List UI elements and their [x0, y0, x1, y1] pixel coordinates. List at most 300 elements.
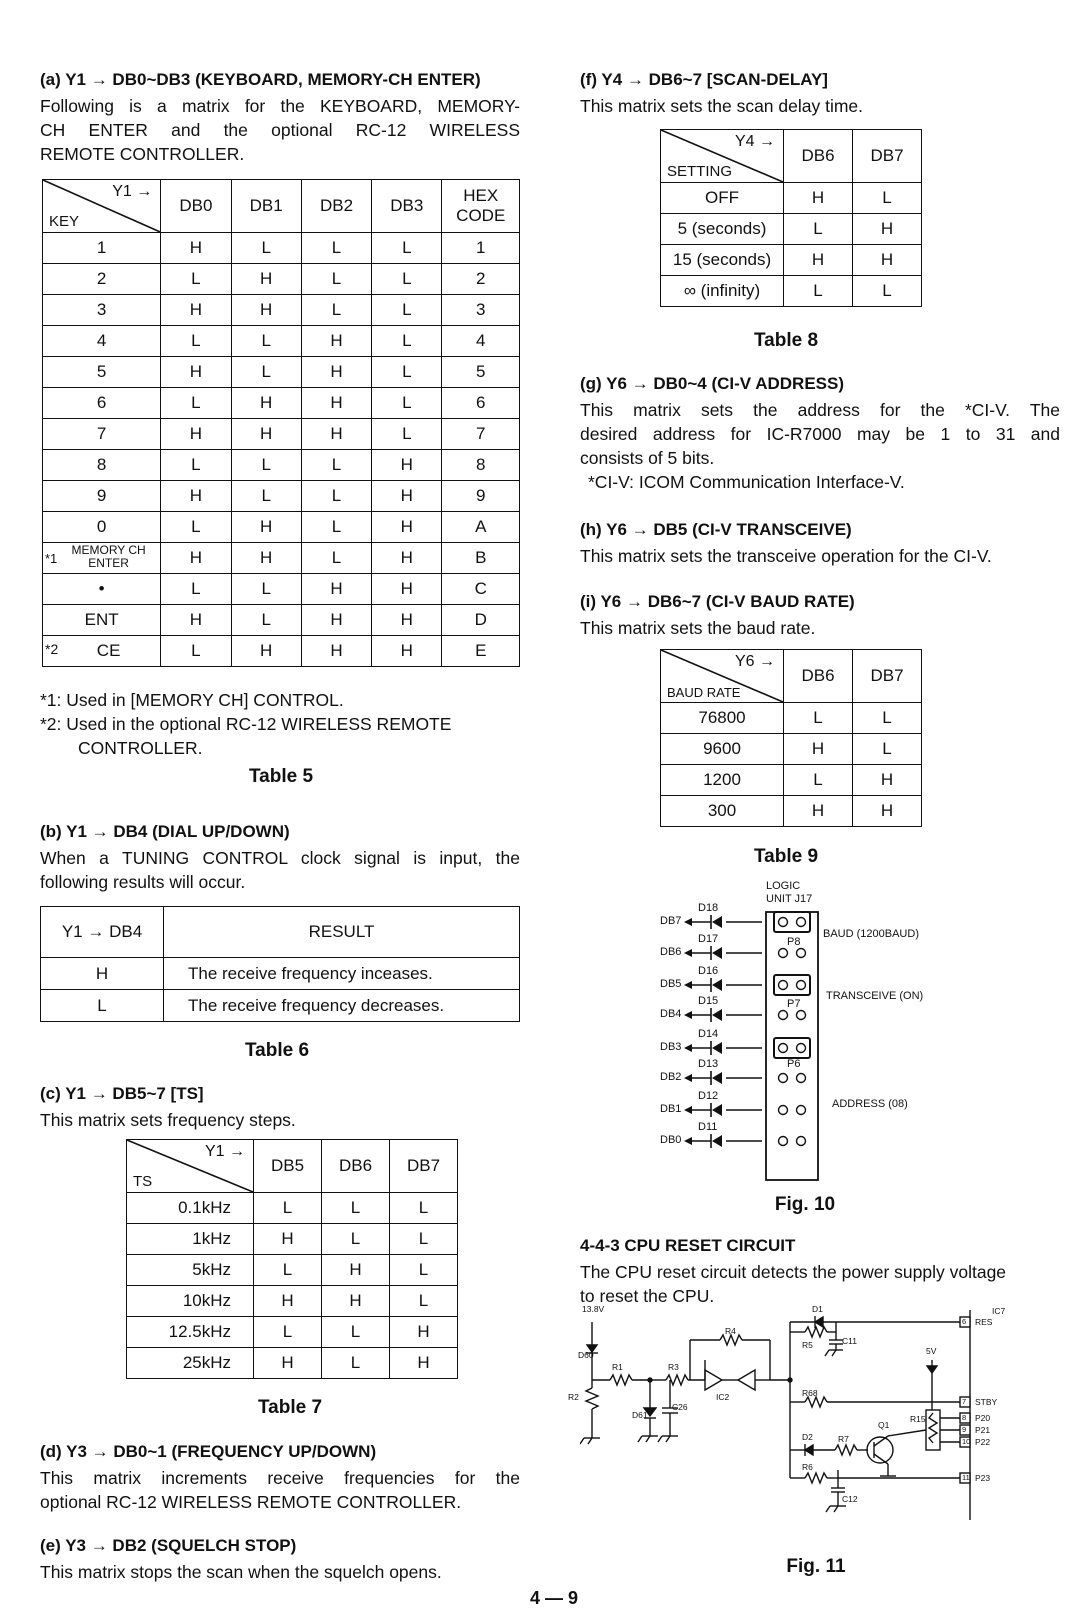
table-5-cell: L: [161, 388, 231, 419]
fig10-db-label: DB3: [660, 1041, 682, 1053]
table-8-label: 15 (seconds): [661, 245, 784, 276]
table-5-cell: E: [442, 636, 520, 667]
table-7-cell: L: [322, 1348, 390, 1379]
table-7-label: 1kHz: [127, 1224, 254, 1255]
fig11-label-d61: D61: [632, 1410, 648, 1420]
table-8-cell: H: [784, 245, 853, 276]
table-8-caption: Table 8: [753, 330, 819, 351]
jumper-pin: [779, 1137, 788, 1146]
fig11-label-q1: Q1: [878, 1420, 890, 1430]
table-7-header: DB5: [254, 1140, 322, 1193]
table-5-cell: 2: [442, 264, 520, 295]
table-7-cell: L: [390, 1255, 458, 1286]
diode-symbol: [712, 1072, 722, 1084]
table-8-cell: L: [784, 214, 853, 245]
table-5-cell: H: [372, 512, 442, 543]
table-6-cell: The receive frequency decreases.: [164, 990, 520, 1022]
diode-symbol: [712, 1104, 722, 1116]
table-5-key: 9: [43, 481, 161, 512]
table-5-cell: L: [301, 543, 371, 574]
table-5-cell: H: [372, 605, 442, 636]
fig11-label-r7: R7: [838, 1434, 849, 1444]
table-7-cell: L: [390, 1286, 458, 1317]
fig10-caption: Fig. 10: [774, 1194, 836, 1215]
table-5-cell: C: [442, 574, 520, 605]
table-5-header: DB0: [161, 180, 231, 233]
ic7-pin-number: 8: [962, 1413, 967, 1422]
table-6-cell: H: [41, 958, 164, 990]
section-b-heading: (b) Y1 → DB4 (DIAL UP/DOWN): [40, 822, 290, 841]
table-9-cell: L: [853, 703, 922, 734]
fig11-label-ic2: IC2: [716, 1392, 730, 1402]
table-5-cell: L: [231, 481, 301, 512]
table-5-cell: 4: [442, 326, 520, 357]
fig10-jumper-label: P7: [787, 998, 801, 1010]
table-row: [127, 1193, 458, 1224]
table-row: [43, 357, 520, 388]
fig11-label-d2: D2: [802, 1432, 813, 1442]
jumper-pin: [797, 1137, 806, 1146]
table-row: [43, 326, 520, 357]
ic7-pin-name: P22: [975, 1437, 991, 1447]
table-7-label: 12.5kHz: [127, 1317, 254, 1348]
table-7-cell: L: [390, 1224, 458, 1255]
table-8-cell: L: [853, 276, 922, 307]
section-c-text: This matrix sets frequency steps.: [40, 1110, 296, 1130]
table-5-header: DB2: [301, 180, 371, 233]
table-5-key-mark: *1: [45, 551, 58, 566]
diode-symbol: [712, 979, 722, 991]
table-row: [43, 264, 520, 295]
jumper-pin: [797, 1011, 806, 1020]
table-row: [661, 796, 922, 827]
table-5-cell: L: [231, 326, 301, 357]
table-9-corner: Y6 → BAUD RATE: [661, 650, 784, 703]
table-5-cell: 3: [442, 295, 520, 326]
table-8-label: 5 (seconds): [661, 214, 784, 245]
table-5-cell: A: [442, 512, 520, 543]
section-e-heading: (e) Y3 → DB2 (SQUELCH STOP): [40, 1536, 297, 1555]
table-5-cell: H: [301, 605, 371, 636]
table-8-header: DB6: [784, 130, 853, 183]
fig11-label-r15: R15: [910, 1414, 926, 1424]
table-5-cell: L: [301, 481, 371, 512]
table-7-cell: L: [322, 1224, 390, 1255]
diode-symbol: [712, 1042, 722, 1054]
ic7-pin-number: 7: [962, 1397, 967, 1406]
fig11-label-r5: R5: [802, 1340, 813, 1350]
table-row: [661, 276, 922, 307]
fig11-label-d60: D60: [578, 1350, 594, 1360]
table-5-cell: H: [161, 543, 231, 574]
table-row: [661, 765, 922, 796]
table-5-cell: 1: [442, 233, 520, 264]
fig10-annotation: BAUD (1200BAUD): [823, 928, 919, 940]
jumper-pin: [797, 1106, 806, 1115]
table-9-label: 76800: [661, 703, 784, 734]
jumper-pin: [797, 949, 806, 958]
table-row: [661, 734, 922, 765]
table-9-header: DB7: [853, 650, 922, 703]
table-row: [43, 574, 520, 605]
table-7-cell: L: [322, 1317, 390, 1348]
section-f-heading: (f) Y4 → DB6~7 [SCAN-DELAY]: [580, 70, 828, 89]
section-d-text: This matrix increments receive frequencies for the optional RC-12 WIRELESS REMOTE CONTROLLER.: [40, 1468, 520, 1512]
table-5-key: [43, 636, 161, 667]
table-5-cell: L: [161, 264, 231, 295]
figure-11: [568, 1304, 1060, 1550]
table-7-cell: L: [322, 1193, 390, 1224]
table-5-key: 3: [43, 295, 161, 326]
section-e-text: This matrix stops the scan when the squelch opens.: [40, 1562, 442, 1582]
section-a-text: Following is a matrix for the KEYBOARD, MEMORY- CH ENTER and the optional RC-12 WIRELESS REMOTE CONTROLLER.: [40, 96, 520, 164]
fig10-diode-label: D16: [698, 965, 719, 977]
jumper-pin: [779, 1044, 788, 1053]
table-9-label: 1200: [661, 765, 784, 796]
table-7: [126, 1139, 458, 1379]
page-number: 4 — 9: [530, 1588, 579, 1608]
section-c-heading: (c) Y1 → DB5~7 [TS]: [40, 1084, 204, 1103]
ic7-pin-name: STBY: [975, 1397, 998, 1407]
table-5-cell: L: [161, 636, 231, 667]
table-row: [127, 1286, 458, 1317]
table-row: [43, 388, 520, 419]
diode-symbol: [712, 1135, 722, 1147]
table-row: [41, 958, 520, 990]
fig10-diode-label: D18: [698, 902, 719, 914]
table-7-cell: H: [254, 1348, 322, 1379]
section-443-text: The CPU reset circuit detects the power supply voltage to reset the CPU.: [580, 1262, 1007, 1306]
table-5-cell: H: [161, 295, 231, 326]
table-8-corner: Y4 → SETTING: [661, 130, 784, 183]
fig11-label-c12: C12: [842, 1494, 858, 1504]
table-6-header: Y1 → DB4: [41, 907, 164, 958]
table-5-cell: L: [372, 357, 442, 388]
fig11-label-r68: R68: [802, 1388, 818, 1398]
table-5-key-label: CE: [96, 641, 121, 660]
ic7-pin-name: RES: [975, 1317, 993, 1327]
table-5-cell: D: [442, 605, 520, 636]
table-5-cell: H: [231, 419, 301, 450]
fig10-jumper-label: P6: [787, 1058, 801, 1070]
table-6-header: RESULT: [164, 907, 520, 958]
table-9-cell: L: [853, 734, 922, 765]
table-5-key: [43, 543, 161, 574]
table-5-key: ENT: [43, 605, 161, 636]
table-5-cell: L: [231, 233, 301, 264]
table-9-label: 300: [661, 796, 784, 827]
table-row: [661, 245, 922, 276]
table-5-cell: L: [372, 419, 442, 450]
section-443-heading: 4-4-3 CPU RESET CIRCUIT: [580, 1236, 796, 1255]
table-8-cell: H: [853, 245, 922, 276]
table-5-cell: H: [301, 388, 371, 419]
fig11-label-v138: 13.8V: [582, 1304, 605, 1314]
fig11-label-r6: R6: [802, 1462, 813, 1472]
table-7-label: 25kHz: [127, 1348, 254, 1379]
table-5-cell: L: [372, 233, 442, 264]
table-7-cell: L: [254, 1255, 322, 1286]
table-9-cell: L: [784, 765, 853, 796]
table-6-cell: L: [41, 990, 164, 1022]
table-7-label: 0.1kHz: [127, 1193, 254, 1224]
fig10-annotation: TRANSCEIVE (ON): [826, 990, 924, 1002]
fig10-db-label: DB7: [660, 915, 682, 927]
fig10-db-label: DB6: [660, 946, 682, 958]
table-5-header: DB3: [372, 180, 442, 233]
diode-symbol: [712, 916, 722, 928]
table-5-header: DB1: [231, 180, 301, 233]
table-row: [43, 512, 520, 543]
table-6-caption: Table 6: [244, 1040, 310, 1061]
section-a-heading: (a) Y1 → DB0~DB3 (KEYBOARD, MEMORY-CH ENTER): [40, 70, 481, 89]
table-5-cell: H: [372, 450, 442, 481]
table-5-cell: 8: [442, 450, 520, 481]
jumper-pin: [779, 981, 788, 990]
table-5-cell: H: [231, 512, 301, 543]
table-5-key: 6: [43, 388, 161, 419]
table-8: [660, 129, 922, 307]
table-5-cell: L: [301, 450, 371, 481]
table-8-cell: H: [853, 214, 922, 245]
diode-symbol: [712, 1009, 722, 1021]
fig10-db-label: DB1: [660, 1103, 682, 1115]
table-5-key: •: [43, 574, 161, 605]
jumper-cap: [774, 912, 810, 932]
table-5-caption: Table 5: [248, 766, 314, 787]
table-row: [43, 543, 520, 574]
section-f-text: This matrix sets the scan delay time.: [580, 96, 864, 116]
jumper-pin: [797, 981, 806, 990]
table-5-key-mark: *2: [45, 641, 59, 657]
table-8-cell: L: [784, 276, 853, 307]
table-5-key: 5: [43, 357, 161, 388]
fig10-db-label: DB4: [660, 1008, 682, 1020]
table-8-label: OFF: [661, 183, 784, 214]
fig10-diode-label: D11: [698, 1121, 718, 1133]
table-row: [43, 636, 520, 667]
section-i-text: This matrix sets the baud rate.: [580, 618, 816, 638]
table-9-cell: H: [853, 796, 922, 827]
figure-10: [660, 880, 1000, 1190]
table-7-cell: L: [390, 1193, 458, 1224]
table-5-cell: H: [301, 326, 371, 357]
fig11-label-r1: R1: [612, 1362, 623, 1372]
table-5-cell: H: [231, 295, 301, 326]
fig10-diode-label: D17: [698, 933, 719, 945]
table-5-cell: H: [372, 574, 442, 605]
jumper-pin: [779, 918, 788, 927]
jumper-pin: [779, 949, 788, 958]
fig11-caption: Fig. 11: [786, 1556, 846, 1577]
table-5-cell: H: [231, 264, 301, 295]
table-row: [43, 419, 520, 450]
section-b-text: When a TUNING CONTROL clock signal is input, the following results will occur.: [40, 848, 520, 892]
table-7-cell: H: [254, 1286, 322, 1317]
table-5-cell: L: [161, 512, 231, 543]
jumper-pin: [797, 918, 806, 927]
table-row: [43, 481, 520, 512]
fig10-db-label: DB2: [660, 1071, 682, 1083]
table-5-cell: L: [161, 450, 231, 481]
fig11-label-c11: C11: [842, 1336, 857, 1346]
table-5-cell: H: [372, 543, 442, 574]
table-9: [660, 649, 922, 827]
fig11-label-r3: R3: [668, 1362, 679, 1372]
section-h-heading: (h) Y6 → DB5 (CI-V TRANSCEIVE): [580, 520, 852, 539]
table-row: [127, 1317, 458, 1348]
fig11-label-ic7: IC7: [992, 1306, 1006, 1316]
table-5-cell: 6: [442, 388, 520, 419]
table-9-cell: H: [784, 734, 853, 765]
table-5-cell: L: [372, 388, 442, 419]
table-7-cell: H: [390, 1348, 458, 1379]
fig10-diode-label: D15: [698, 995, 719, 1007]
table-5-key: 1: [43, 233, 161, 264]
table-5-cell: H: [301, 357, 371, 388]
fig11-label-c26: C26: [672, 1402, 688, 1412]
table-7-label: 10kHz: [127, 1286, 254, 1317]
table-row: [43, 233, 520, 264]
table-6: [40, 906, 520, 1022]
table-9-header: DB6: [784, 650, 853, 703]
table-7-caption: Table 7: [257, 1397, 323, 1418]
table-5-cell: L: [372, 326, 442, 357]
table-9-label: 9600: [661, 734, 784, 765]
table-7-header: DB6: [322, 1140, 390, 1193]
table-5-cell: B: [442, 543, 520, 574]
table-5-cell: H: [161, 357, 231, 388]
fig11-label-r2: R2: [568, 1392, 579, 1402]
table-5-key: 7: [43, 419, 161, 450]
table-5-cell: H: [301, 636, 371, 667]
table-7-corner: Y1 → TS: [127, 1140, 254, 1193]
table-5-cell: H: [372, 481, 442, 512]
section-g-heading: (g) Y6 → DB0~4 (CI-V ADDRESS): [580, 374, 845, 393]
diode-symbol: [712, 947, 722, 959]
table-6-cell: The receive frequency inceases.: [164, 958, 520, 990]
table-5-cell: H: [231, 388, 301, 419]
table-5-cell: H: [161, 481, 231, 512]
jumper-pin: [797, 1074, 806, 1083]
fig10-db-label: DB0: [660, 1134, 682, 1146]
table-5-cell: H: [161, 419, 231, 450]
table-9-cell: L: [784, 703, 853, 734]
jumper-cap: [774, 975, 810, 995]
table-7-label: 5kHz: [127, 1255, 254, 1286]
jumper-pin: [797, 1044, 806, 1053]
jumper-pin: [779, 1011, 788, 1020]
ic7-pin-name: P21: [975, 1425, 991, 1435]
table-5-cell: 9: [442, 481, 520, 512]
fig10-diode-label: D14: [698, 1028, 719, 1040]
table-7-cell: H: [322, 1255, 390, 1286]
table-5-cell: L: [231, 574, 301, 605]
table-9-cell: H: [784, 796, 853, 827]
ic7-pin-name: P20: [975, 1413, 991, 1423]
table-5-cell: L: [372, 264, 442, 295]
fig10-diode-label: D13: [698, 1058, 719, 1070]
table-5-cell: 5: [442, 357, 520, 388]
table-5-notes: *1: Used in [MEMORY CH] CONTROL. *2: Used in the optional RC-12 WIRELESS REMOTE CONTROLLER.: [40, 690, 452, 758]
table-5-key: 8: [43, 450, 161, 481]
table-8-header: DB7: [853, 130, 922, 183]
table-row: [127, 1255, 458, 1286]
table-5-cell: L: [231, 450, 301, 481]
table-5-cell: L: [301, 295, 371, 326]
table-5-cell: H: [231, 543, 301, 574]
table-5-key: 2: [43, 264, 161, 295]
table-5-key: 4: [43, 326, 161, 357]
table-7-cell: H: [254, 1224, 322, 1255]
table-5-cell: L: [372, 295, 442, 326]
table-row: [43, 605, 520, 636]
fig11-label-r4: R4: [725, 1326, 736, 1336]
ic7-pin-name: P23: [975, 1473, 991, 1483]
table-5-cell: L: [161, 326, 231, 357]
table-5-cell: 7: [442, 419, 520, 450]
fig10-title: LOGIC UNIT J17: [766, 880, 813, 905]
ic7-pin-number: 6: [962, 1317, 967, 1326]
table-5-key: 0: [43, 512, 161, 543]
table-5: [42, 179, 520, 667]
table-9-caption: Table 9: [753, 846, 819, 867]
table-row: [41, 990, 520, 1022]
table-5-cell: H: [301, 574, 371, 605]
table-7-header: DB7: [390, 1140, 458, 1193]
table-5-cell: L: [301, 264, 371, 295]
section-h-text: This matrix sets the transceive operation for the CI-V.: [580, 546, 992, 566]
table-8-cell: H: [784, 183, 853, 214]
table-5-cell: H: [231, 636, 301, 667]
ic7-pin-number: 11: [962, 1473, 970, 1482]
table-5-corner: Y1 → KEY: [43, 180, 161, 233]
section-d-heading: (d) Y3 → DB0~1 (FREQUENCY UP/DOWN): [40, 1442, 377, 1461]
table-7-cell: H: [390, 1317, 458, 1348]
table-5-cell: L: [231, 605, 301, 636]
table-row: [661, 703, 922, 734]
table-5-cell: H: [161, 605, 231, 636]
jumper-cap: [774, 1038, 810, 1058]
table-row: [661, 183, 922, 214]
jumper-pin: [779, 1074, 788, 1083]
table-5-cell: H: [161, 233, 231, 264]
table-8-label: ∞ (infinity): [661, 276, 784, 307]
table-7-cell: L: [254, 1193, 322, 1224]
section-i-heading: (i) Y6 → DB6~7 (CI-V BAUD RATE): [580, 592, 855, 611]
table-5-cell: L: [301, 512, 371, 543]
table-7-cell: L: [254, 1317, 322, 1348]
table-5-key-label: MEMORY CH ENTER: [71, 543, 146, 570]
table-9-cell: H: [853, 765, 922, 796]
table-5-cell: H: [372, 636, 442, 667]
fig10-annotation: ADDRESS (08): [832, 1098, 908, 1110]
table-row: [43, 295, 520, 326]
ic7-pin-number: 10: [962, 1437, 971, 1446]
section-g-text: This matrix sets the address for the *CI-V. The desired address for IC-R7000 may be 1 to 31 and consists of 5 bits. *CI-V: ICOM Communication Interface-V.: [580, 400, 1060, 492]
fig11-label-d1: D1: [812, 1304, 823, 1314]
fig10-db-label: DB5: [660, 978, 682, 990]
table-5-header: HEX CODE: [442, 180, 520, 233]
table-row: [43, 450, 520, 481]
fig11-label-v5: 5V: [926, 1346, 937, 1356]
jumper-pin: [779, 1106, 788, 1115]
table-8-cell: L: [853, 183, 922, 214]
table-5-cell: L: [161, 574, 231, 605]
fig10-diode-label: D12: [698, 1090, 719, 1102]
table-5-cell: L: [231, 357, 301, 388]
ic7-pin-number: 9: [962, 1425, 967, 1434]
